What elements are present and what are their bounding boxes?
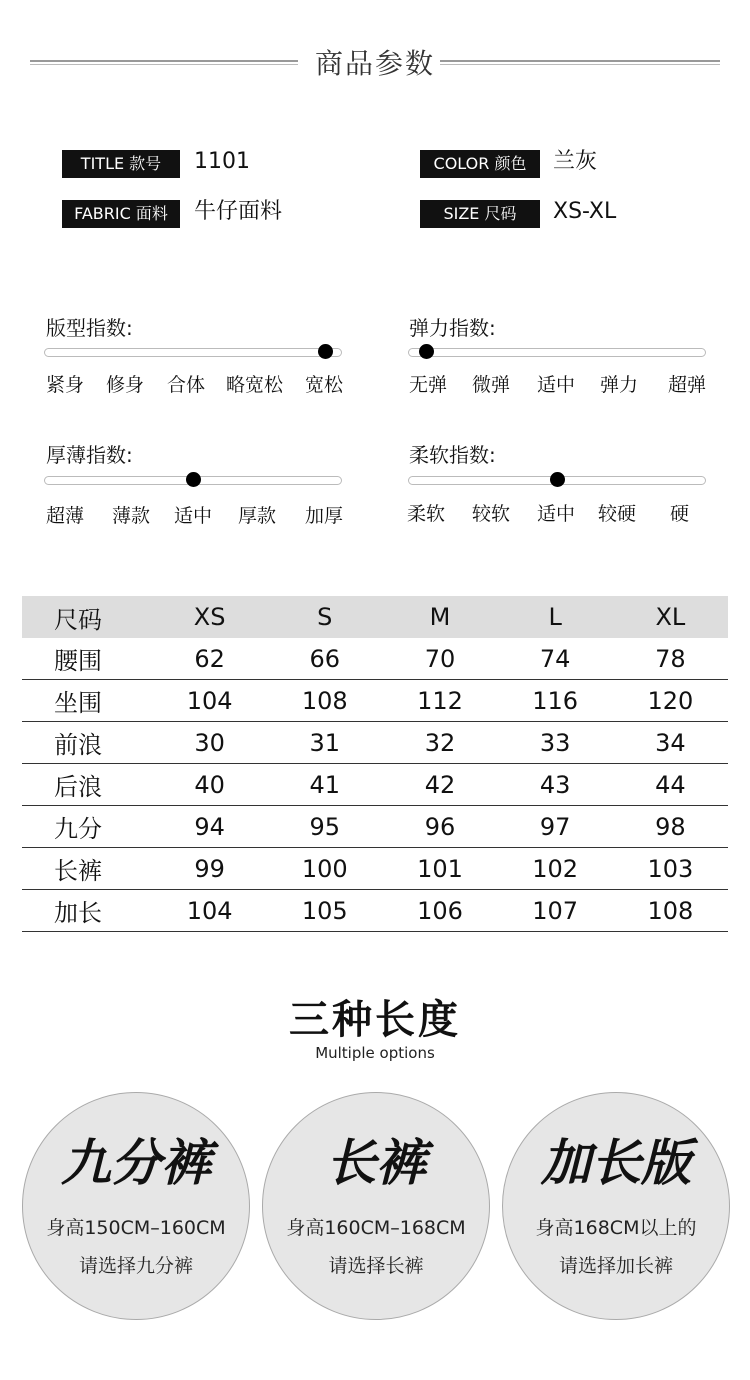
index-track [44,348,342,357]
table-row [22,848,728,890]
table-cell: 107 [498,890,613,932]
table-header-cell: XL [613,596,728,638]
table-cell: 100 [267,848,382,890]
size-table [22,596,728,932]
table-cell: 34 [613,722,728,764]
lengths-subtitle: Multiple options [315,1044,435,1062]
length-option-full [262,1092,490,1320]
table-row [22,764,728,806]
table-cell: 102 [498,848,613,890]
table-row [22,638,728,680]
table-cell: 105 [267,890,382,932]
table-cell: 42 [382,764,497,806]
index-knob[interactable] [419,344,434,359]
index-option: 薄款 [112,505,151,527]
table-header-cell: L [498,596,613,638]
index-option: 紧身 [46,374,85,396]
index-option: 略宽松 [226,374,284,396]
table-cell: 108 [613,890,728,932]
size-value: XS-XL [553,199,617,224]
table-cell: 32 [382,722,497,764]
table-cell: 106 [382,890,497,932]
table-header-cell: S [267,596,382,638]
length-height-range: 身高160CM–168CM [286,1217,466,1239]
index-knob[interactable] [318,344,333,359]
table-header-cell: XS [152,596,267,638]
table-cell: 腰围 [22,638,152,680]
index-option: 超弹 [668,374,707,396]
length-name: 九分裤 [61,1134,211,1192]
table-cell: 33 [498,722,613,764]
title-value: 1101 [194,149,250,174]
table-cell: 66 [267,638,382,680]
index-knob[interactable] [186,472,201,487]
index-title: 柔软指数: [409,443,496,467]
table-cell: 96 [382,806,497,848]
index-option: 合体 [167,374,206,396]
index-option: 弹力 [600,374,639,396]
table-cell: 103 [613,848,728,890]
table-cell: 78 [613,638,728,680]
index-knob[interactable] [550,472,565,487]
index-option: 修身 [106,374,145,396]
index-title: 版型指数: [46,316,133,340]
table-cell: 44 [613,764,728,806]
table-cell: 98 [613,806,728,848]
table-header-row [22,596,728,638]
table-row [22,890,728,932]
index-option: 较硬 [598,503,637,525]
table-cell: 101 [382,848,497,890]
color-value: 兰灰 [553,149,598,174]
size-tag: SIZE 尺码 [420,200,540,228]
index-option: 适中 [537,374,576,396]
table-cell: 31 [267,722,382,764]
table-row [22,722,728,764]
table-cell: 112 [382,680,497,722]
table-cell: 62 [152,638,267,680]
table-cell: 74 [498,638,613,680]
fabric-value: 牛仔面料 [194,199,283,224]
index-option: 微弹 [472,374,511,396]
length-advice: 请选择加长裤 [558,1255,673,1277]
table-cell: 99 [152,848,267,890]
table-cell: 40 [152,764,267,806]
table-cell: 97 [498,806,613,848]
length-height-range: 身高168CM以上的 [535,1217,697,1239]
length-name: 加长版 [541,1134,691,1192]
index-track [408,348,706,357]
table-cell: 30 [152,722,267,764]
index-option: 适中 [174,505,213,527]
index-option: 宽松 [305,374,344,396]
index-option: 较软 [472,503,511,525]
length-name: 长裤 [326,1134,426,1192]
index-option: 加厚 [305,505,344,527]
table-cell: 前浪 [22,722,152,764]
table-cell: 坐围 [22,680,152,722]
fabric-tag: FABRIC 面料 [62,200,180,228]
section-title: 商品参数 [314,47,435,80]
table-cell: 43 [498,764,613,806]
index-option: 厚款 [238,505,277,527]
index-option: 超薄 [46,505,85,527]
lengths-title: 三种长度 [289,997,461,1043]
table-cell: 108 [267,680,382,722]
index-title: 厚薄指数: [46,443,133,467]
length-advice: 请选择长裤 [328,1255,424,1277]
table-cell: 104 [152,890,267,932]
table-cell: 九分 [22,806,152,848]
index-option: 柔软 [407,503,446,525]
length-option-extended [502,1092,730,1320]
length-height-range: 身高150CM–160CM [46,1217,226,1239]
table-cell: 长裤 [22,848,152,890]
table-cell: 116 [498,680,613,722]
table-cell: 95 [267,806,382,848]
title-tag: TITLE 款号 [62,150,180,178]
table-cell: 94 [152,806,267,848]
table-cell: 120 [613,680,728,722]
table-header-cell: M [382,596,497,638]
table-row [22,806,728,848]
length-advice: 请选择九分裤 [78,1255,193,1277]
table-cell: 加长 [22,890,152,932]
table-cell: 41 [267,764,382,806]
color-tag: COLOR 颜色 [420,150,540,178]
index-option: 硬 [670,503,690,525]
index-title: 弹力指数: [409,316,496,340]
index-option: 无弹 [409,374,448,396]
table-cell: 70 [382,638,497,680]
table-header-cell: 尺码 [22,596,152,638]
table-cell: 104 [152,680,267,722]
table-cell: 后浪 [22,764,152,806]
length-option-cropped [22,1092,250,1320]
table-row [22,680,728,722]
index-option: 适中 [537,503,576,525]
